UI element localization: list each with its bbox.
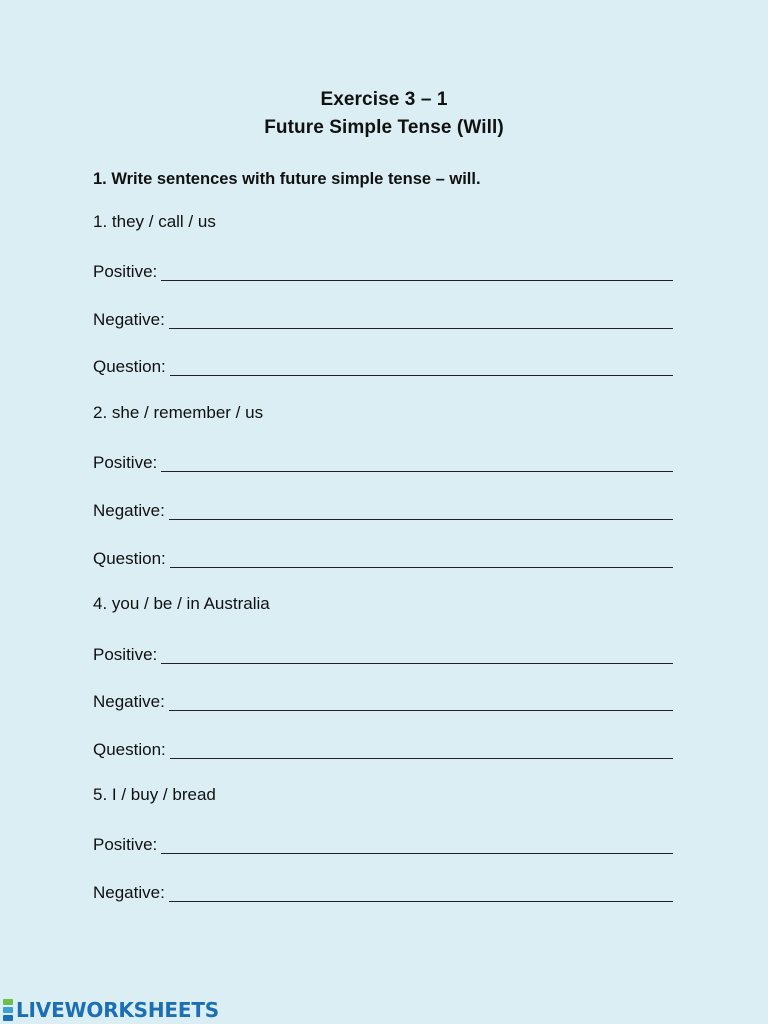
answer-row-question [93,353,673,377]
answer-row-positive [93,831,673,855]
answer-row-positive [93,258,673,282]
answer-row-negative [93,306,673,330]
answer-input[interactable] [169,310,673,329]
answer-row-positive [93,641,673,665]
answer-input[interactable] [170,549,673,568]
answer-label: Positive: [93,262,158,281]
item-prompt: 1. they / call / us [93,212,216,231]
item-prompt: 5. I / buy / bread [93,785,216,804]
answer-row-negative [93,497,673,521]
answer-label: Negative: [93,501,165,520]
item-prompt: 2. she / remember / us [93,403,264,422]
answer-input[interactable] [169,883,673,902]
answer-row-negative [93,688,673,712]
logo-bar [3,1015,13,1021]
answer-input[interactable] [161,262,673,281]
exercise-title: Exercise 3 – 1 [320,89,448,110]
logo-text: LIVEWORKSHEETS [16,998,220,1022]
answer-label: Question: [93,357,166,376]
liveworksheets-logo-icon [3,999,13,1021]
answer-row-question [93,545,673,569]
answer-row-negative [93,879,673,903]
answer-label: Question: [93,549,166,568]
logo-bar [3,1007,13,1013]
answer-input[interactable] [170,740,673,759]
answer-label: Question: [93,740,166,759]
answer-label: Positive: [93,453,158,472]
liveworksheets-logo [3,997,219,1023]
answer-input[interactable] [161,453,673,472]
answer-label: Positive: [93,645,158,664]
answer-label: Positive: [93,835,158,854]
exercise-subtitle: Future Simple Tense (Will) [264,117,504,138]
answer-row-positive [93,449,673,473]
instruction-text: 1. Write sentences with future simple tense – will. [93,170,481,188]
answer-input[interactable] [161,835,673,854]
answer-row-question [93,736,673,760]
answer-input[interactable] [169,692,673,711]
answer-label: Negative: [93,883,165,902]
answer-input[interactable] [170,357,673,376]
answer-input[interactable] [161,645,673,664]
item-prompt: 4. you / be / in Australia [93,594,270,613]
answer-input[interactable] [169,501,673,520]
answer-label: Negative: [93,692,165,711]
answer-label: Negative: [93,310,165,329]
logo-bar [3,999,13,1005]
